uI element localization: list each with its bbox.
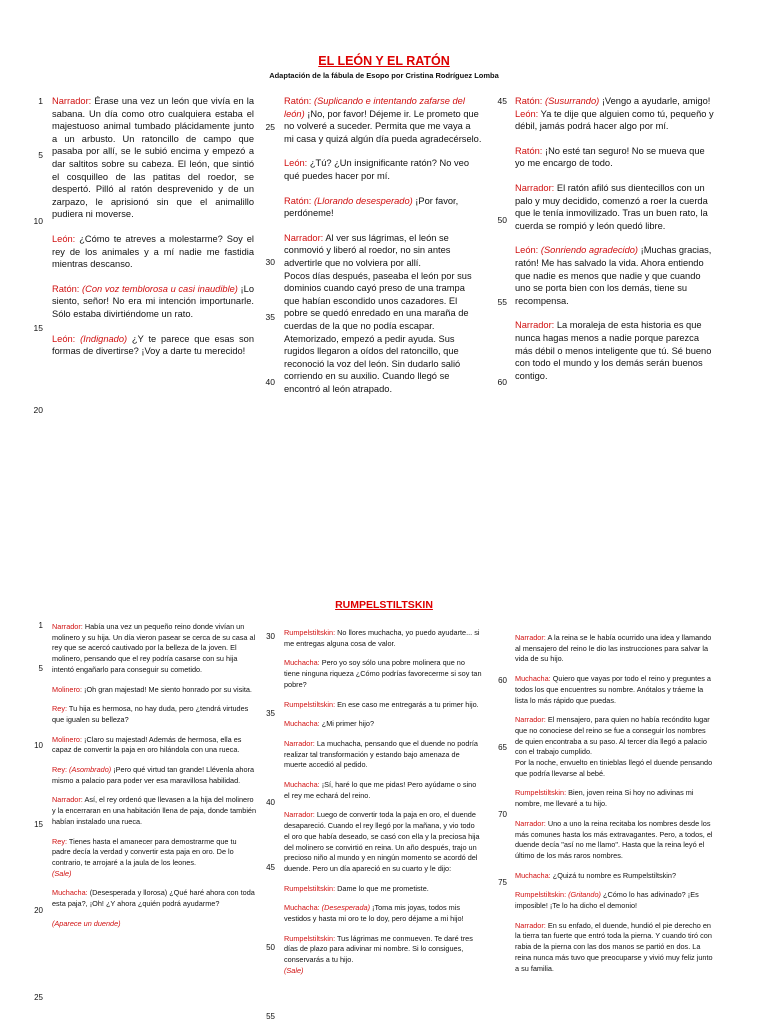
speaker-label: Rumpelstiltskin:: [515, 788, 567, 798]
paragraph-gap: [284, 220, 482, 232]
line-number: 1: [38, 96, 43, 106]
line-number: 30: [265, 257, 275, 267]
dialogue-text: La moraleja de esta historia es que nunca hagas menos a nadie porque parezca más débil o menos inteligente que tú. Sé bueno con todo el mundo y los demás serán buenos contigo.: [515, 320, 712, 381]
dialogue-text: ¡Vengo a ayudarle, amigo!: [599, 96, 711, 106]
dialogue-text: ¿Tú? ¿Un insignificante ratón? No veo qué puedes hacer por mí.: [284, 158, 470, 181]
line-number: 35: [266, 709, 275, 718]
speaker-label: Narrador:: [284, 738, 315, 748]
dialogue-text: Así, el rey ordenó que llevasen a la hija del molinero y la encerraran en una habitación llena de paja, donde también habían instalado una rueca.: [52, 795, 257, 826]
speaker-label: Narrador:: [515, 818, 546, 828]
line-number: 5: [38, 150, 43, 160]
dialogue-paragraph: [284, 232, 482, 396]
dialogue-paragraph: [515, 921, 715, 975]
dialogue-text: Al ver sus lágrimas, el león se conmovió y liberó al roedor, no sin antes advertirle que no volviera por allí. Pocos días después, paseaba el león por sus dominios cuando cayó preso de una trampa que habían escondido unos cazadores. El pobre se quedó enredado en una maraña de cuerdas de la que no podía escapar. Atemorizado, empezó a pedir ayuda. Sus rugidos llegaron a oídos del ratoncillo, que reconoció la voz del león. Sin dudarlo salió corriendo en su auxilio. Cuando llegó se encontró al león atrapado.: [284, 232, 472, 394]
dialogue-text: Pero yo soy sólo una pobre molinera que no tiene ninguna riqueza ¿Cómo podrías favorecerme si soy tan pobre?: [284, 658, 482, 689]
story2-column-2: [284, 628, 482, 977]
line-number: 50: [266, 943, 275, 952]
paragraph-gap: [52, 879, 257, 888]
speaker-label: Rey:: [52, 765, 68, 775]
line-number: 45: [266, 863, 275, 872]
dialogue-paragraph: [515, 145, 715, 170]
speaker-label: León:: [515, 108, 539, 119]
paragraph-gap: [284, 710, 482, 719]
dialogue-paragraph: [515, 819, 715, 862]
line-number: 35: [265, 312, 275, 322]
speaker-label: Ratón:: [515, 145, 543, 156]
paragraph-gap: [515, 881, 715, 890]
stage-direction: (Asombrado): [67, 765, 112, 775]
paragraph-gap: [284, 183, 482, 195]
dialogue-text: ¿Cómo te atreves a molestarme? Soy el rey de los animales y a mí nadie me fastidia mientras descanso.: [52, 233, 254, 270]
speaker-label: Rumpelstiltskin:: [515, 890, 567, 900]
stage-direction: (Sale): [52, 868, 72, 878]
speaker-label: Muchacha:: [284, 903, 320, 913]
paragraph-gap: [284, 649, 482, 658]
dialogue-text: ¿Quizá tu nombre es Rumpelstiltskin?: [550, 870, 677, 880]
dialogue-text: ¡Pero qué virtud tan grande! Llévenla ahora mismo a palacio para poder ver esa maravillosa habilidad.: [52, 765, 255, 785]
dialogue-paragraph: [284, 700, 482, 711]
paragraph-gap: [284, 801, 482, 810]
paragraph-gap: [52, 271, 254, 283]
story1-subtitle: Adaptación de la fábula de Esopo por Cristina Rodríguez Lomba: [269, 71, 499, 80]
dialogue-paragraph: [284, 95, 482, 145]
speaker-label: Ratón:: [284, 195, 312, 206]
speaker-label: León:: [52, 233, 76, 244]
dialogue-paragraph: [284, 658, 482, 690]
paragraph-gap: [52, 695, 257, 704]
dialogue-text: A la reina se le había ocurrido una idea y llamando al mensajero del reino le dio las instrucciones para salvar la vida de su hijo.: [515, 633, 712, 664]
story1-column-2: [284, 95, 482, 395]
stage-direction: (Llorando desesperado): [311, 195, 413, 206]
dialogue-paragraph: [52, 704, 257, 725]
dialogue-text: ¿Cómo lo has adivinado? ¡Es imposible! ¡Te lo ha dicho el demonio!: [515, 890, 699, 911]
dialogue-text: Dame lo que me prometiste.: [335, 883, 429, 893]
stage-direction: (Gritando): [566, 890, 601, 900]
line-number: 20: [33, 405, 43, 415]
speaker-label: Narrador:: [52, 795, 83, 805]
speaker-label: Muchacha:: [284, 780, 320, 790]
dialogue-text: ¡Lo siento, señor! No era mi intención importunarle. Sólo estaba divirtiéndome un rato.: [52, 283, 254, 319]
line-number: 40: [266, 798, 275, 807]
story2-column-1: [52, 622, 257, 929]
line-number: 10: [33, 216, 43, 226]
dialogue-paragraph: [284, 195, 482, 220]
paragraph-gap: [515, 133, 715, 145]
dialogue-text: Quiero que vayas por todo el reino y preguntes a todos los que encuentres su nombre. Anótalos y tráeme la lista lo más rápido que puedas.: [515, 674, 711, 705]
dialogue-text: ¡Oh gran majestad! Me siento honrado por su visita.: [82, 684, 252, 694]
paragraph-gap: [284, 894, 482, 903]
dialogue-text: Uno a uno la reina recitaba los nombres desde los más comunes hasta los más extravagantes. Pero, a todos, el duende decía "así no me llamo". Hasta que la reina leyó el último de los más raros nombres.: [515, 818, 713, 860]
dialogue-paragraph: [52, 333, 254, 358]
line-number: 45: [497, 96, 507, 106]
dialogue-paragraph: [52, 765, 257, 786]
dialogue-paragraph: [52, 622, 257, 676]
line-number: 25: [34, 993, 43, 1002]
story2-column-3: [515, 633, 715, 974]
speaker-label: Rumpelstiltskin:: [284, 699, 336, 709]
stage-direction: (Con voz temblorosa u casi inaudible): [79, 283, 238, 294]
dialogue-text: Ya te dije que alguien como tú, pequeño y débil, jamás podrá hacer algo por mí.: [515, 108, 714, 132]
speaker-label: León:: [284, 158, 308, 169]
dialogue-text: ¡Por favor, perdóneme!: [284, 195, 459, 219]
paragraph-gap: [52, 756, 257, 765]
stage-direction: (Suplicando e intentando zafarse del león): [284, 96, 465, 119]
speaker-label: Narrador:: [515, 715, 546, 725]
line-number: 55: [497, 297, 507, 307]
dialogue-paragraph: [52, 735, 257, 756]
dialogue-paragraph: [515, 319, 715, 382]
paragraph-gap: [515, 912, 715, 921]
line-number: 65: [498, 743, 507, 752]
dialogue-paragraph: [515, 244, 715, 307]
dialogue-text: ¡No esté tan seguro! No se mueva que yo me encargo de todo.: [515, 145, 705, 169]
line-number: 60: [497, 377, 507, 387]
dialogue-paragraph: [515, 674, 715, 706]
line-number: 30: [266, 632, 275, 641]
dialogue-paragraph: [284, 628, 482, 649]
speaker-label: Rumpelstiltskin:: [284, 883, 336, 893]
paragraph-gap: [52, 828, 257, 837]
line-number: 70: [498, 810, 507, 819]
dialogue-text: Tienes hasta el amanecer para demostrarme que tu padre decía la verdad y convertir esta paja en oro. De lo contrario, te arrojaré a la jaula de los leones.: [52, 836, 237, 867]
line-number: 5: [38, 664, 43, 673]
dialogue-text: ¿Mi primer hijo?: [319, 719, 375, 729]
line-number: 25: [265, 122, 275, 132]
stage-direction: (Indignado): [75, 333, 128, 344]
dialogue-text: La muchacha, pensando que el duende no podría realizar tal transformación y estando bajo amenaza de muerte accedió al pedido.: [284, 738, 478, 770]
dialogue-text: Érase una vez un león que vivía en la sabana. Un día como otro cualquiera estaba el majestuoso animal tumbado plácidamente junto a un arbusto. Un ratoncillo de campo que pasaba por allí, se le subió encima y empezó a dar saltitos sobre su cabeza. El león, que sintió el cosquilleo de las patitas del roedor, se despertó. Pilló al ratón desprevenido y de un zarpazo, le aprisionó sin que el animalillo pudiera ni moverse.: [52, 96, 254, 220]
speaker-label: Narrador:: [515, 633, 546, 642]
dialogue-paragraph: [52, 233, 254, 271]
paragraph-gap: [52, 321, 254, 333]
dialogue-paragraph: [52, 837, 257, 880]
story1-column-1: [52, 95, 254, 358]
dialogue-paragraph: [515, 715, 715, 779]
paragraph-gap: [52, 726, 257, 735]
dialogue-text: Tu hija es hermosa, no hay duda, pero ¿tendrá virtudes que igualen su belleza?: [52, 704, 249, 724]
dialogue-text: ¡Sí, haré lo que me pidas! Pero ayúdame o sino el rey me echará del reino.: [284, 780, 477, 800]
dialogue-text: ¿Y te parece que esas son formas de divertirse? ¡Voy a darte tu merecido!: [52, 333, 254, 357]
speaker-label: Ratón:: [284, 96, 312, 106]
line-number: 15: [34, 820, 43, 829]
paragraph-gap: [515, 779, 715, 788]
stage-direction: (Aparece un duende): [52, 918, 121, 928]
speaker-label: Narrador:: [284, 810, 315, 820]
dialogue-text: Bien, joven reina Si hoy no adivinas mi nombre, me llevaré a tu hijo.: [515, 788, 694, 809]
speaker-label: Muchacha:: [284, 719, 320, 729]
line-number: 20: [34, 906, 43, 915]
speaker-label: Rumpelstiltskin:: [284, 933, 336, 943]
speaker-label: Narrador:: [52, 622, 83, 631]
line-number: 55: [266, 1012, 275, 1021]
dialogue-paragraph: [515, 182, 715, 232]
dialogue-paragraph: [284, 903, 482, 924]
speaker-label: Ratón:: [515, 96, 543, 106]
speaker-label: Narrador:: [284, 232, 324, 243]
dialogue-text: (Desesperada y llorosa) ¿Qué haré ahora con toda esta paja?, ¡Oh! ¿Y ahora ¿quién podrá ayudarme?: [52, 888, 255, 909]
speaker-label: Rey:: [52, 836, 68, 846]
paragraph-gap: [515, 810, 715, 819]
dialogue-paragraph: [284, 780, 482, 801]
dialogue-text: ¡Toma mis joyas, todos mis vestidos y hasta mi oro te lo doy, pero déjame a mi hijo!: [284, 903, 464, 924]
paragraph-gap: [515, 307, 715, 319]
dialogue-paragraph: [515, 95, 715, 108]
dialogue-paragraph: [52, 795, 257, 827]
dialogue-text: ¡Muchas gracias, ratón! Me has salvado la vida. Ahora entiendo que nadie es menos que nadie y que cuando uno se porta bien con los demás, tiene su recompensa.: [515, 245, 712, 306]
dialogue-paragraph: [515, 890, 715, 911]
dialogue-text: Tus lágrimas me conmueven. Te daré tres días de plazo para adivinar mi nombre. Si lo consigues, conservarás a tu hijo.: [284, 933, 473, 965]
line-number: 1: [38, 621, 43, 630]
stage-direction: (Susurrando): [542, 96, 600, 106]
speaker-label: Molinero:: [52, 684, 83, 694]
speaker-label: León:: [515, 245, 539, 256]
dialogue-paragraph: [284, 884, 482, 895]
speaker-label: Narrador:: [515, 320, 555, 331]
paragraph-gap: [284, 925, 482, 934]
speaker-label: Narrador:: [52, 96, 92, 106]
paragraph-gap: [515, 232, 715, 244]
paragraph-gap: [284, 771, 482, 780]
stage-direction: (Desesperada): [319, 903, 370, 913]
paragraph-gap: [284, 875, 482, 884]
paragraph-gap: [515, 665, 715, 674]
dialogue-paragraph: [52, 919, 257, 930]
dialogue-paragraph: [284, 739, 482, 771]
dialogue-paragraph: [284, 157, 482, 182]
dialogue-paragraph: [52, 95, 254, 221]
speaker-label: Muchacha:: [515, 674, 551, 684]
paragraph-gap: [515, 706, 715, 715]
speaker-label: Muchacha:: [515, 870, 551, 880]
dialogue-text: No llores muchacha, yo puedo ayudarte... si me entregas alguna cosa de valor.: [284, 628, 480, 648]
dialogue-paragraph: [515, 788, 715, 809]
dialogue-text: En ese caso me entregarás a tu primer hijo.: [335, 699, 479, 709]
line-number: 75: [498, 878, 507, 887]
speaker-label: Ratón:: [52, 283, 80, 294]
paragraph-gap: [52, 910, 257, 919]
dialogue-paragraph: [52, 888, 257, 909]
stage-direction: (Sonriendo agradecido): [538, 245, 639, 256]
dialogue-text: El mensajero, para quien no había recóndito lugar que no conociese del reino se fue a conseguir los nombres de quien encontraba a su paso. Al tercer día llegó a palacio con el trabajo cumplido. Por la noche, envuelto en tinieblas llegó el duende pensando que podría llevarse al bebé.: [515, 715, 713, 778]
paragraph-gap: [52, 676, 257, 685]
dialogue-paragraph: [52, 685, 257, 696]
speaker-label: Muchacha:: [284, 658, 320, 668]
stage-direction: (Sale): [284, 965, 304, 975]
paragraph-gap: [515, 170, 715, 182]
line-number: 40: [265, 377, 275, 387]
speaker-label: Rey:: [52, 704, 68, 714]
dialogue-text: El ratón afiló sus dientecillos con un palo y muy decidido, comenzó a roer la cuerda que le tenía inmovilizado. Tras un buen rato, la cuerda se rompió y león quedó libre.: [515, 182, 708, 231]
dialogue-paragraph: [52, 283, 254, 321]
dialogue-paragraph: [284, 719, 482, 730]
dialogue-paragraph: [515, 871, 715, 882]
dialogue-text: Había una vez un pequeño reino donde vivían un molinero y su hija. Un día vieron pasear se cerca de su casa al rey que se acercó cautivado por la belleza de la joven. El molinero, pensando que el rey podría casarse con su hija intentó engañarlo para conseguir su cometido.: [52, 622, 256, 674]
speaker-label: Narrador:: [515, 182, 555, 193]
story2-title: RUMPELSTILTSKIN: [335, 599, 433, 611]
dialogue-text: En su enfado, el duende, hundió el pie derecho en la tierra tan fuerte que entró toda la pierna. Y cuando tiró con rabia de la pierna con las dos manos se partió en dos. La reina nunca más tuvo que preocuparse y vivió muy feliz junto a su familia.: [515, 920, 713, 973]
dialogue-text: ¡No, por favor! Déjeme ir. Le prometo que no volveré a suceder. Permita que me vaya a mi casa y quizá algún día pueda agradecérselo.: [284, 108, 482, 144]
dialogue-text: Luego de convertir toda la paja en oro, el duende desapareció. Cuando el rey llegó por la mañana, y vio todo el oro que había deseado, se casó con ella y la preciosa hija del molinero se convirtió en reina. Un año después, trajo un precioso niño al mundo y en ningún momento se acordó del duende. Pero un día apareció en su cuarto y le dijo:: [284, 810, 480, 873]
speaker-label: Muchacha:: [52, 888, 88, 898]
paragraph-gap: [284, 691, 482, 700]
speaker-label: Molinero:: [52, 734, 83, 744]
paragraph-gap: [52, 786, 257, 795]
dialogue-paragraph: [284, 810, 482, 874]
paragraph-gap: [515, 862, 715, 871]
dialogue-paragraph: [515, 108, 715, 133]
story1-title: EL LEÓN Y EL RATÓN: [318, 54, 450, 68]
speaker-label: Rumpelstiltskin:: [284, 628, 336, 637]
line-number: 60: [498, 676, 507, 685]
line-number: 15: [33, 323, 43, 333]
dialogue-paragraph: [284, 934, 482, 977]
speaker-label: Narrador:: [515, 920, 546, 930]
story1-column-3: [515, 95, 715, 382]
line-number: 10: [34, 741, 43, 750]
paragraph-gap: [284, 145, 482, 157]
dialogue-paragraph: [515, 633, 715, 665]
speaker-label: León:: [52, 333, 76, 344]
dialogue-text: ¡Claro su majestad! Además de hermosa, ella es capaz de convertir la paja en oro hilándola con una rueca.: [52, 734, 242, 755]
paragraph-gap: [52, 221, 254, 233]
line-number: 50: [497, 215, 507, 225]
paragraph-gap: [284, 730, 482, 739]
